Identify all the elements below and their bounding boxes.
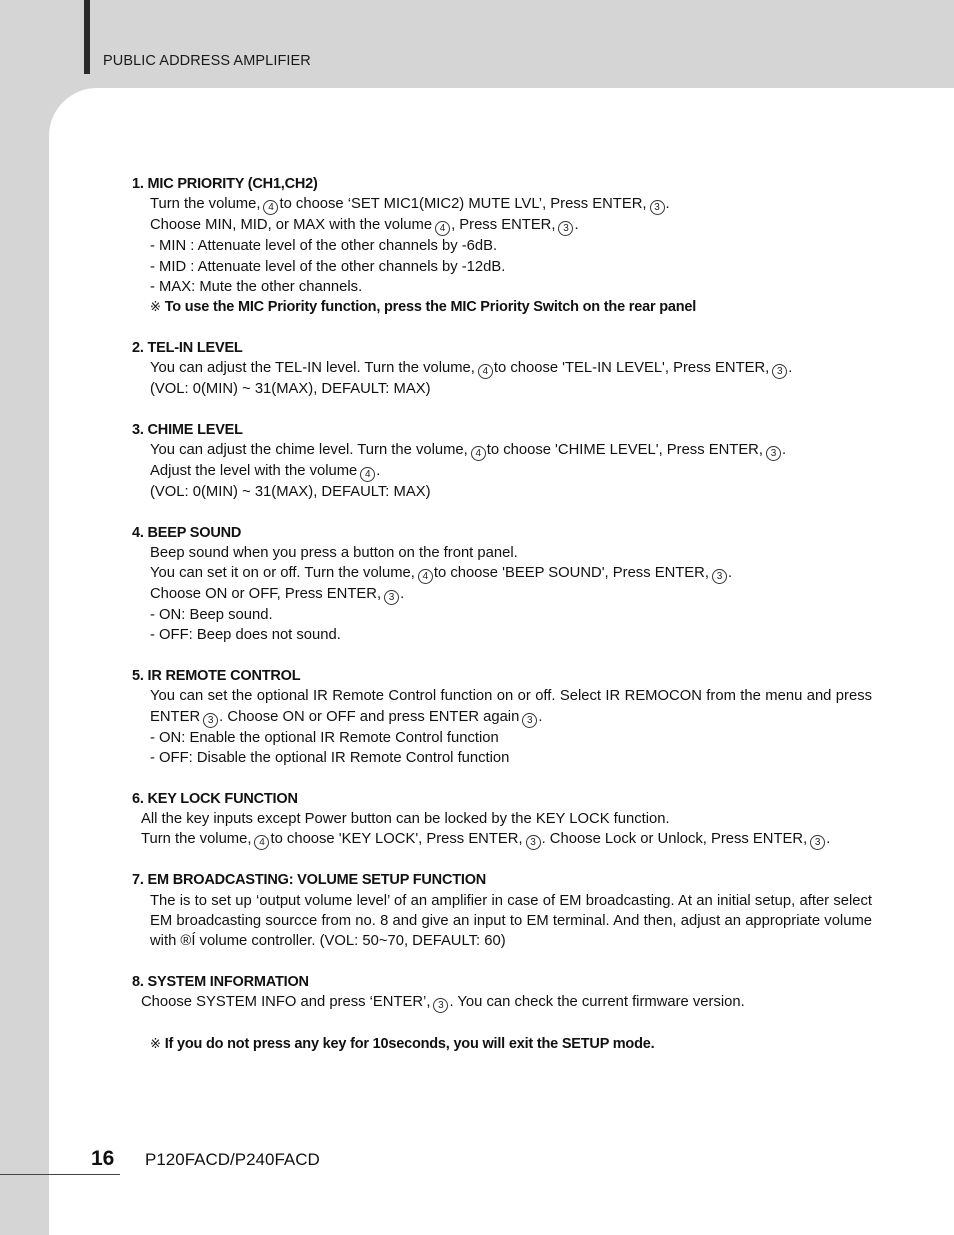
instruction-line: You can set it on or off. Turn the volume, 4 to choose 'BEEP SOUND', Press ENTER, 3 .	[150, 565, 733, 583]
instruction-line: Adjust the level with the volume 4 .	[150, 462, 381, 480]
option-line: - ON: Enable the optional IR Remote Control function	[150, 729, 499, 746]
enter-button-icon: 3	[203, 713, 218, 728]
option-line: - OFF: Beep does not sound.	[150, 627, 341, 644]
note-mark-icon: ※	[150, 1035, 161, 1051]
note-line: ※ To use the MIC Priority function, press the MIC Priority Switch on the rear panel	[150, 299, 697, 316]
section-title: 8. SYSTEM INFORMATION	[132, 973, 309, 990]
section-title: 4. BEEP SOUND	[132, 524, 242, 541]
description-line: All the key inputs except Power button can be locked by the KEY LOCK function.	[141, 810, 670, 827]
timeout-note: ※ If you do not press any key for 10seconds, you will exit the SETUP mode.	[150, 1035, 655, 1052]
header-accent-bar	[84, 0, 90, 74]
instruction-line: Turn the volume, 4 to choose ‘SET MIC1(MIC2) MUTE LVL’, Press ENTER, 3 .	[150, 196, 670, 214]
volume-knob-icon: 4	[418, 569, 433, 584]
range-line: (VOL: 0(MIN) ~ 31(MAX), DEFAULT: MAX)	[150, 381, 431, 398]
section-title: 6. KEY LOCK FUNCTION	[132, 790, 298, 807]
instruction-line: Choose MIN, MID, or MAX with the volume 4 , Press ENTER, 3 .	[150, 217, 579, 235]
description-paragraph: The is to set up ‘output volume level’ of an amplifier in case of EM broadcasting. At an initial setup, after select EM broadcasting sourcce from no. 8 and give an input to EM terminal. And then, adjust an appropriate volume with ®Í volume controller. (VOL: 50~70, DEFAULT: 60)	[150, 892, 872, 950]
section-title: 3. CHIME LEVEL	[132, 421, 243, 438]
enter-button-icon: 3	[526, 835, 541, 850]
instruction-line: You can adjust the chime level. Turn the volume, 4 to choose 'CHIME LEVEL', Press ENTER, 3 .	[150, 441, 787, 459]
option-line: - MIN : Attenuate level of the other channels by -6dB.	[150, 238, 498, 255]
enter-button-icon: 3	[772, 364, 787, 379]
option-line: - OFF: Disable the optional IR Remote Control function	[150, 749, 510, 766]
section-title: 1. MIC PRIORITY (CH1,CH2)	[132, 176, 318, 192]
instruction-line: Choose SYSTEM INFO and press ‘ENTER’, 3 . You can check the current firmware version.	[141, 994, 745, 1012]
section-title: 5. IR REMOTE CONTROL	[132, 668, 301, 685]
volume-knob-icon: 4	[435, 221, 450, 236]
instruction-paragraph: You can set the optional IR Remote Control function on or off. Select IR REMOCON from the menu and press ENTER 3 . Choose ON or OFF and press ENTER again 3 .	[150, 688, 872, 726]
section-beep-sound	[132, 523, 872, 646]
instruction-line: Choose ON or OFF, Press ENTER, 3 .	[150, 586, 405, 604]
section-em-broadcasting	[132, 870, 872, 951]
footer-rule	[0, 1174, 120, 1175]
instruction-line: Turn the volume, 4 to choose 'KEY LOCK', Press ENTER, 3 . Choose Lock or Unlock, Press ENTER, 3 .	[141, 831, 831, 849]
enter-button-icon: 3	[766, 446, 781, 461]
section-chime-level	[132, 420, 872, 503]
option-line: - MAX: Mute the other channels.	[150, 278, 363, 295]
range-line: (VOL: 0(MIN) ~ 31(MAX), DEFAULT: MAX)	[150, 483, 431, 500]
volume-knob-icon: 4	[360, 467, 375, 482]
option-line: - ON: Beep sound.	[150, 607, 273, 624]
enter-button-icon: 3	[522, 713, 537, 728]
enter-button-icon: 3	[558, 221, 573, 236]
option-line: - MID : Attenuate level of the other channels by -12dB.	[150, 258, 506, 275]
enter-button-icon: 3	[384, 590, 399, 605]
page-number: 16	[91, 1147, 115, 1170]
volume-knob-icon: 4	[263, 200, 278, 215]
instruction-line: You can adjust the TEL-IN level. Turn the volume, 4 to choose 'TEL-IN LEVEL', Press ENTER, 3 .	[150, 360, 793, 378]
enter-button-icon: 3	[433, 998, 448, 1013]
section-key-lock	[132, 789, 872, 851]
enter-button-icon: 3	[712, 569, 727, 584]
section-title: 2. TEL-IN LEVEL	[132, 339, 243, 356]
enter-button-icon: 3	[810, 835, 825, 850]
section-mic-priority	[132, 174, 872, 317]
volume-knob-icon: 4	[478, 364, 493, 379]
header-title: PUBLIC ADDRESS AMPLIFIER	[103, 53, 311, 69]
volume-knob-icon: 4	[254, 835, 269, 850]
model-name: P120FACD/P240FACD	[145, 1150, 320, 1169]
description-line: Beep sound when you press a button on the front panel.	[150, 544, 518, 561]
section-system-information	[132, 972, 872, 1013]
section-ir-remote-control	[132, 666, 872, 768]
section-tel-in-level	[132, 338, 872, 400]
enter-button-icon: 3	[650, 200, 665, 215]
manual-content	[132, 174, 872, 1054]
note-mark-icon: ※	[150, 299, 161, 315]
section-title: 7. EM BROADCASTING: VOLUME SETUP FUNCTION	[132, 872, 487, 889]
volume-knob-icon: 4	[471, 446, 486, 461]
